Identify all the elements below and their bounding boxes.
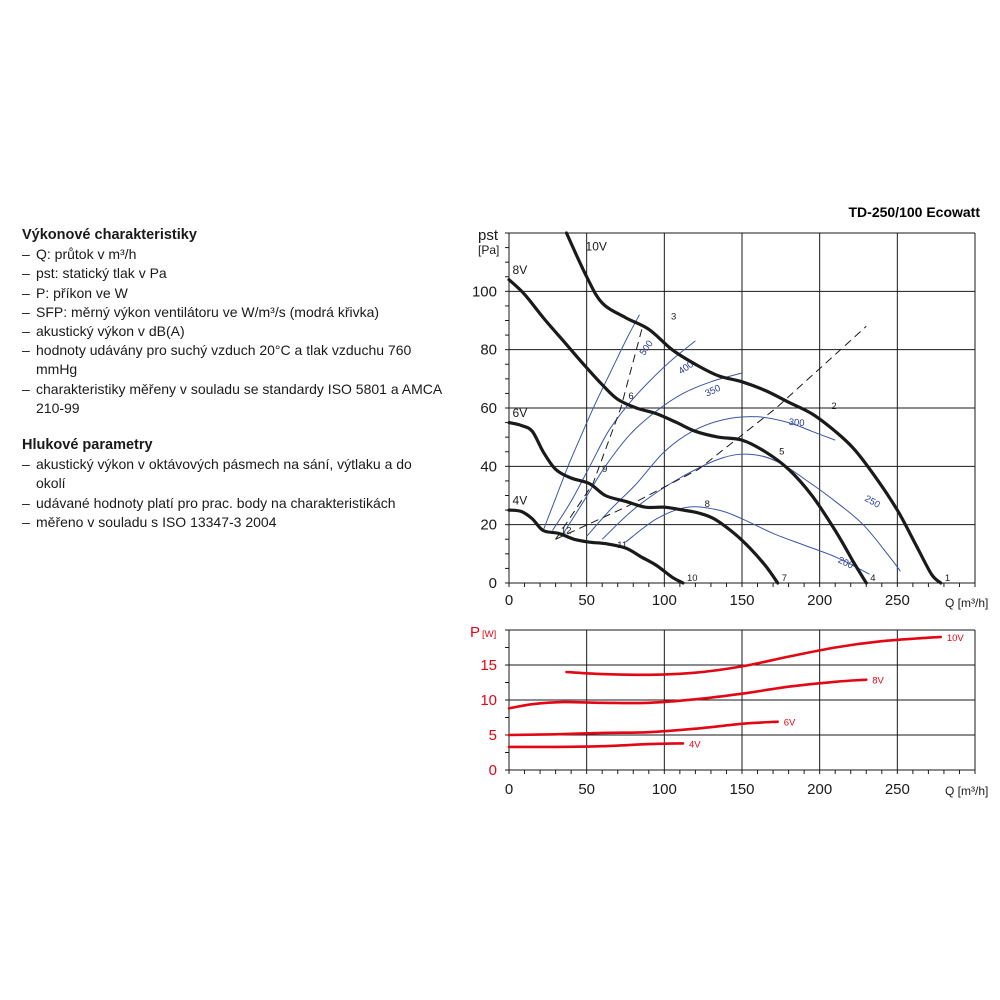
section-title-performance: Výkonové charakteristiky (22, 227, 197, 243)
x-tick-label: 50 (578, 592, 596, 609)
performance-item: – P: příkon ve W (22, 284, 442, 303)
fan-curve-label-4V: 4V (512, 493, 528, 508)
power-y-axis-label: P (470, 624, 481, 641)
section-title-noise: Hlukové parametry (22, 437, 153, 454)
performance-item: – pst: statický tlak v Pa (22, 264, 442, 283)
y-tick-label: 80 (480, 341, 497, 359)
y-axis-label: pst (478, 227, 499, 244)
sfp-label-250: 250 (862, 493, 882, 511)
noise-item: – akustický výkon v oktávových pásmech na sání, výtlaku a do okolí (22, 455, 442, 493)
power-curve-label-8V: 8V (872, 675, 884, 687)
fan-curve-label-10V: 10V (585, 239, 607, 254)
operating-point-label-4: 4 (870, 573, 876, 584)
power-x-tick-label: 100 (651, 781, 677, 798)
performance-item: – akustický výkon v dB(A) (22, 322, 442, 341)
noise-item: – měřeno v souladu s ISO 13347-3 2004 (22, 513, 442, 532)
sfp-curve-500 (543, 315, 639, 531)
power-y-tick-label: 10 (480, 692, 497, 709)
x-tick-label: 0 (504, 592, 514, 609)
y-tick-label: 60 (480, 400, 497, 417)
power-curve-8V (509, 680, 866, 709)
sfp-curve-200 (626, 507, 870, 575)
power-curve-label-6V: 6V (783, 717, 796, 729)
power-x-tick-label: 0 (504, 781, 514, 798)
power-curve-label-10V: 10V (946, 633, 964, 644)
power-curve-6V (509, 722, 778, 735)
power-y-tick-label: 5 (488, 727, 497, 744)
performance-item: – SFP: měrný výkon ventilátoru ve W/m³/s (modrá křivka) (22, 303, 442, 322)
operating-point-label-8: 8 (704, 499, 710, 511)
operating-point-label-10: 10 (686, 573, 698, 584)
x-tick-label: 200 (807, 592, 833, 609)
x-tick-label: 150 (729, 592, 755, 609)
x-axis-label: Q [m³/h] (945, 596, 989, 610)
operating-point-label-12: 12 (560, 525, 572, 537)
sfp-label-400: 400 (676, 358, 696, 378)
power-curve-10V (567, 637, 941, 675)
sfp-label-500: 500 (637, 338, 656, 358)
noise-item: – udávané hodnoty platí pro prac. body na charakteristikách (22, 494, 442, 513)
operating-point-label-3: 3 (670, 311, 677, 323)
chart-title: TD-250/100 Ecowatt (848, 204, 980, 220)
operating-point-label-11: 11 (617, 540, 628, 552)
sfp-label-200: 200 (836, 554, 856, 572)
power-curve-4V (509, 743, 683, 747)
y-axis-unit: [Pa] (478, 243, 500, 257)
power-y-tick-label: 0 (488, 762, 497, 779)
operating-point-label-7: 7 (781, 573, 788, 584)
power-y-axis-unit: [W] (482, 629, 497, 640)
power-curve-label-4V: 4V (688, 739, 701, 751)
performance-item: – hodnoty udávány pro suchý vzduch 20°C a tlak vzduchu 760 mmHg (22, 341, 442, 379)
power-x-tick-label: 150 (729, 781, 755, 798)
operating-point-label-2: 2 (831, 400, 837, 412)
power-x-tick-label: 50 (578, 781, 596, 798)
operating-point-label-1: 1 (944, 573, 951, 584)
power-x-tick-label: 250 (884, 781, 910, 798)
operating-point-label-9: 9 (602, 464, 608, 475)
y-tick-label: 0 (488, 575, 497, 592)
fan-curve-label-6V: 6V (512, 405, 528, 420)
operating-line (556, 326, 643, 539)
sfp-label-300: 300 (788, 416, 805, 430)
y-tick-label: 40 (480, 458, 497, 476)
x-tick-label: 250 (884, 592, 910, 609)
x-tick-label: 100 (651, 592, 677, 609)
fan-curve-label-8V: 8V (512, 262, 528, 277)
operating-point-label-5: 5 (779, 446, 785, 458)
y-tick-label: 20 (480, 516, 497, 534)
power-x-tick-label: 200 (807, 781, 833, 798)
y-tick-label: 100 (471, 283, 497, 301)
power-x-axis-label: Q [m³/h] (945, 784, 989, 798)
operating-point-label-6: 6 (628, 391, 634, 403)
sfp-label-350: 350 (703, 382, 723, 400)
performance-item: – charakteristiky měřeny v souladu se standardy ISO 5801 a AMCA 210-99 (22, 380, 442, 418)
power-y-tick-label: 15 (480, 657, 497, 674)
performance-item: – Q: průtok v m³/h (22, 245, 442, 264)
